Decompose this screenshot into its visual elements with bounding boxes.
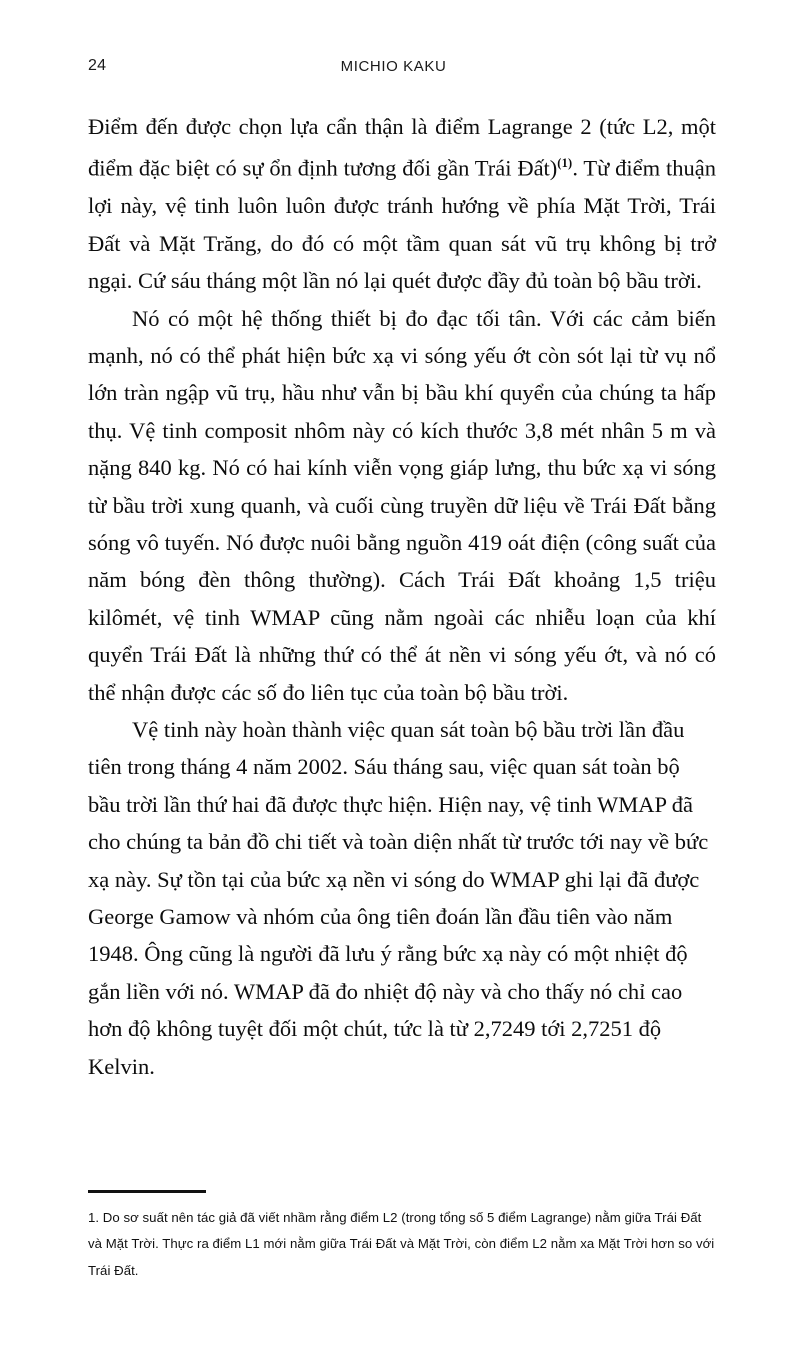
paragraph-1-text-before-marker: Điểm đến được chọn lựa cẩn thận là điểm Lagrange 2 (tức L2, một điểm đặc biệt có sự ổn định tương đối gần Trái Đất) — [88, 114, 716, 181]
running-head — [88, 56, 715, 80]
footnote-area — [88, 1190, 716, 1284]
page-number: 24 — [88, 57, 107, 74]
footnote-text: 1. Do sơ suất nên tác giả đã viết nhầm rằng điểm L2 (trong tổng số 5 điểm Lagrange) nằm giữa Trái Đất và Mặt Trời. Thực ra điểm L1 mới nằm giữa Trái Đất và Mặt Trời, còn điểm L2 nằm xa Mặt Trời hơn so với Trái Đất. — [88, 1210, 715, 1278]
body-text — [88, 108, 716, 1085]
paragraph-2: Nó có một hệ thống thiết bị đo đạc tối tân. Với các cảm biến mạnh, nó có thể phát hiện bức xạ vi sóng yếu ớt còn sót lại từ vụ nổ lớn tràn ngập vũ trụ, hầu như vẫn bị bầu khí quyển của chúng ta hấp thụ. Vệ tinh composit nhôm này có kích thước 3,8 mét nhân 5 m và nặng 840 kg. Nó có hai kính viễn vọng giáp lưng, thu bức xạ vi sóng từ bầu trời xung quanh, và cuối cùng truyền dữ liệu về Trái Đất bằng sóng vô tuyến. Nó được nuôi bằng nguồn 419 oát điện (công suất của năm bóng đèn thông thường). Cách Trái Đất khoảng 1,5 triệu kilômét, vệ tinh WMAP cũng nằm ngoài các nhiễu loạn của khí quyển Trái Đất là những thứ có thể át nền vi sóng yếu ớt, và nó có thể nhận được các số đo liên tục của toàn bộ bầu trời. — [88, 305, 716, 705]
running-title: MICHIO KAKU — [340, 58, 447, 75]
paragraph-1-text-after-marker: . Từ điểm thuận lợi này, vệ tinh luôn luôn được tránh hướng về phía Mặt Trời, Trái Đất và Mặt Trăng, do đó có một tầm quan sát vũ trụ không bị trở ngại. Cứ sáu tháng một lần nó lại quét được đầy đủ toàn bộ bầu trời. — [88, 155, 716, 294]
footnote-reference-marker[interactable]: (1) — [557, 156, 573, 171]
paragraph-1 — [88, 108, 716, 300]
footnote-separator-rule — [88, 1190, 206, 1193]
paragraph-3: Vệ tinh này hoàn thành việc quan sát toàn bộ bầu trời lần đầu tiên trong tháng 4 năm 2002. Sáu tháng sau, việc quan sát toàn bộ bầu trời lần thứ hai đã được thực hiện. Hiện nay, vệ tinh WMAP đã cho chúng ta bản đồ chi tiết và toàn diện nhất từ trước tới nay về bức xạ này. Sự tồn tại của bức xạ nền vi sóng do WMAP ghi lại đã được George Gamow và nhóm của ông tiên đoán lần đầu tiên vào năm 1948. Ông cũng là người đã lưu ý rằng bức xạ này có một nhiệt độ gắn liền với nó. WMAP đã đo nhiệt độ này và cho thấy nó chỉ cao hơn độ không tuyệt đối một chút, tức là từ 2,7249 tới 2,7251 độ Kelvin. — [88, 717, 709, 1079]
